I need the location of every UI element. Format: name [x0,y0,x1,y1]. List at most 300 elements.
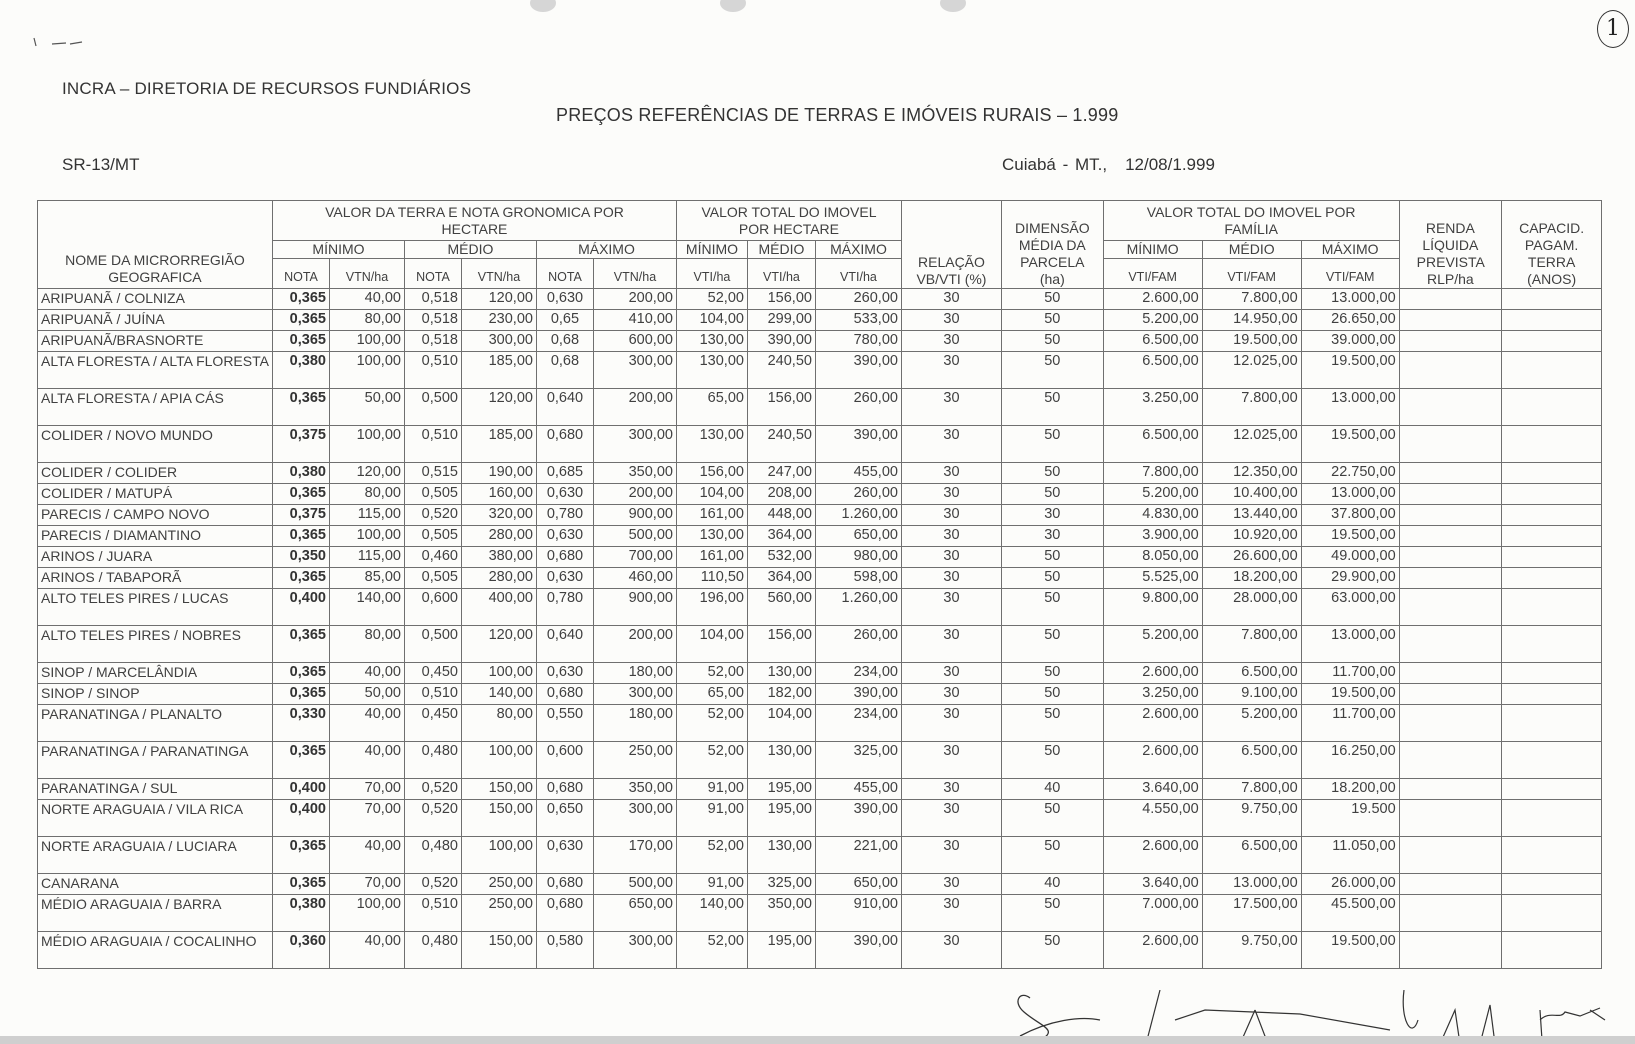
cell-vti-ha-max: 390,00 [815,426,901,463]
cell-name: MÉDIO ARAGUAIA / BARRA [38,895,273,932]
cell-nota-min: 0,365 [272,310,329,331]
cell-vti-fam-min: 6.500,00 [1103,352,1202,389]
cell-nota-min: 0,400 [272,800,329,837]
cell-name: MÉDIO ARAGUAIA / COCALINHO [38,932,273,969]
cell-nota-med: 0,520 [404,800,461,837]
cell-capacidade [1502,331,1602,352]
cell-vti-ha-max: 780,00 [815,331,901,352]
cell-nota-max: 0,580 [536,932,593,969]
cell-vtn-min: 70,00 [329,800,404,837]
cell-vtn-max: 200,00 [593,389,676,426]
col-header-nota: NOTA [272,259,329,289]
cell-vti-fam-min: 2.600,00 [1103,932,1202,969]
cell-vtn-med: 190,00 [461,463,536,484]
cell-capacidade [1502,626,1602,663]
cell-relacao: 30 [901,463,1001,484]
cell-rlp [1399,484,1501,505]
cell-capacidade [1502,547,1602,568]
cell-relacao: 30 [901,705,1001,742]
cell-nota-med: 0,510 [404,352,461,389]
table-row [38,352,1602,389]
cell-relacao: 30 [901,837,1001,874]
cell-vti-fam-med: 7.800,00 [1202,779,1301,800]
cell-nota-max: 0,640 [536,626,593,663]
page-number: 1 [1597,10,1629,48]
cell-vtn-med: 250,00 [461,874,536,895]
cell-name: ALTA FLORESTA / ALTA FLORESTA [38,352,273,389]
cell-rlp [1399,626,1501,663]
cell-nota-max: 0,680 [536,426,593,463]
cell-nota-med: 0,520 [404,779,461,800]
cell-vti-ha-min: 91,00 [676,800,747,837]
cell-rlp [1399,310,1501,331]
scan-edge [0,1036,1635,1044]
col-header-vti-ha: VTI/ha [676,259,747,289]
cell-vtn-med: 185,00 [461,426,536,463]
cell-relacao: 30 [901,331,1001,352]
cell-nota-med: 0,505 [404,526,461,547]
table-row [38,289,1602,310]
cell-vti-ha-med: 156,00 [747,389,815,426]
cell-vti-ha-max: 325,00 [815,742,901,779]
cell-dimensao: 30 [1001,505,1103,526]
cell-vtn-min: 40,00 [329,932,404,969]
cell-relacao: 30 [901,289,1001,310]
cell-dimensao: 30 [1001,526,1103,547]
cell-vti-ha-max: 1.260,00 [815,589,901,626]
cell-nota-med: 0,480 [404,742,461,779]
cell-capacidade [1502,837,1602,874]
cell-name: PARANATINGA / PARANATINGA [38,742,273,779]
cell-dimensao: 50 [1001,568,1103,589]
cell-nota-min: 0,365 [272,526,329,547]
cell-rlp [1399,589,1501,626]
cell-nota-med: 0,450 [404,663,461,684]
cell-nota-med: 0,510 [404,684,461,705]
cell-vtn-min: 120,00 [329,463,404,484]
cell-vti-fam-min: 5.200,00 [1103,484,1202,505]
cell-nota-max: 0,780 [536,589,593,626]
cell-rlp [1399,663,1501,684]
cell-capacidade [1502,426,1602,463]
cell-vti-fam-med: 10.400,00 [1202,484,1301,505]
cell-vti-fam-min: 4.550,00 [1103,800,1202,837]
cell-vtn-max: 900,00 [593,505,676,526]
cell-vtn-max: 300,00 [593,684,676,705]
cell-name: PARANATINGA / SUL [38,779,273,800]
table-row [38,626,1602,663]
cell-vti-fam-max: 49.000,00 [1301,547,1399,568]
cell-nota-med: 0,450 [404,705,461,742]
cell-vti-ha-min: 196,00 [676,589,747,626]
cell-vtn-min: 50,00 [329,684,404,705]
cell-dimensao: 50 [1001,895,1103,932]
cell-vti-fam-min: 6.500,00 [1103,331,1202,352]
cell-capacidade [1502,742,1602,779]
cell-vti-fam-med: 26.600,00 [1202,547,1301,568]
cell-name: PARECIS / DIAMANTINO [38,526,273,547]
cell-vti-fam-max: 19.500,00 [1301,526,1399,547]
cell-relacao: 30 [901,932,1001,969]
cell-vti-fam-min: 2.600,00 [1103,289,1202,310]
cell-vtn-max: 180,00 [593,663,676,684]
cell-vti-ha-med: 156,00 [747,626,815,663]
col-header-vti-ha-max: MÁXIMO [815,241,901,259]
cell-nota-min: 0,375 [272,426,329,463]
cell-nota-med: 0,480 [404,837,461,874]
cell-vti-fam-med: 9.100,00 [1202,684,1301,705]
cell-nota-med: 0,518 [404,289,461,310]
cell-name: COLIDER / COLIDER [38,463,273,484]
cell-nota-max: 0,550 [536,705,593,742]
cell-vti-fam-min: 3.640,00 [1103,779,1202,800]
cell-vtn-min: 80,00 [329,484,404,505]
cell-nota-med: 0,480 [404,932,461,969]
cell-dimensao: 50 [1001,547,1103,568]
table-row [38,684,1602,705]
cell-capacidade [1502,705,1602,742]
cell-vti-ha-max: 260,00 [815,484,901,505]
cell-vti-ha-min: 161,00 [676,547,747,568]
cell-vti-fam-med: 12.350,00 [1202,463,1301,484]
date: 12/08/1.999 [1125,155,1215,174]
cell-vtn-min: 100,00 [329,352,404,389]
table-row [38,589,1602,626]
cell-vti-fam-min: 2.600,00 [1103,663,1202,684]
cell-capacidade [1502,589,1602,626]
cell-relacao: 30 [901,568,1001,589]
cell-relacao: 30 [901,684,1001,705]
cell-vtn-max: 170,00 [593,837,676,874]
cell-relacao: 30 [901,663,1001,684]
document-title: PREÇOS REFERÊNCIAS DE TERRAS E IMÓVEIS RURAIS – 1.999 [556,105,1119,125]
cell-name: PARECIS / CAMPO NOVO [38,505,273,526]
cell-vti-fam-min: 6.500,00 [1103,426,1202,463]
cell-relacao: 30 [901,779,1001,800]
cell-name: ARIPUANÃ / COLNIZA [38,289,273,310]
cell-rlp [1399,526,1501,547]
cell-rlp [1399,932,1501,969]
cell-nota-max: 0,68 [536,331,593,352]
cell-nota-max: 0,630 [536,568,593,589]
cell-vti-ha-min: 65,00 [676,389,747,426]
cell-vti-ha-max: 980,00 [815,547,901,568]
cell-vti-fam-max: 45.500,00 [1301,895,1399,932]
col-header-vtn: VTN/ha [593,259,676,289]
cell-vtn-max: 200,00 [593,289,676,310]
cell-nota-max: 0,685 [536,463,593,484]
cell-relacao: 30 [901,800,1001,837]
cell-vtn-med: 400,00 [461,589,536,626]
cell-relacao: 30 [901,526,1001,547]
cell-vtn-max: 300,00 [593,932,676,969]
col-header-vti-ha-min: MÍNIMO [676,241,747,259]
cell-capacidade [1502,779,1602,800]
cell-rlp [1399,352,1501,389]
cell-dimensao: 40 [1001,779,1103,800]
cell-vti-fam-med: 5.200,00 [1202,705,1301,742]
cell-vti-ha-min: 161,00 [676,505,747,526]
cell-nota-min: 0,380 [272,895,329,932]
cell-rlp [1399,742,1501,779]
cell-vti-ha-min: 130,00 [676,352,747,389]
cell-vtn-max: 600,00 [593,331,676,352]
cell-capacidade [1502,663,1602,684]
col-header-dimension: DIMENSÃO MÉDIA DA PARCELA (ha) [1001,201,1103,289]
cell-vtn-max: 410,00 [593,310,676,331]
cell-vtn-min: 40,00 [329,289,404,310]
cell-capacidade [1502,932,1602,969]
cell-name: COLIDER / MATUPÁ [38,484,273,505]
cell-nota-min: 0,360 [272,932,329,969]
cell-vti-ha-max: 234,00 [815,663,901,684]
cell-rlp [1399,837,1501,874]
cell-capacidade [1502,484,1602,505]
cell-vtn-med: 280,00 [461,568,536,589]
cell-vti-fam-min: 9.800,00 [1103,589,1202,626]
cell-vti-ha-max: 650,00 [815,526,901,547]
cell-vti-fam-med: 14.950,00 [1202,310,1301,331]
cell-nota-min: 0,400 [272,589,329,626]
cell-vti-fam-med: 6.500,00 [1202,837,1301,874]
cell-vtn-min: 70,00 [329,874,404,895]
cell-vtn-med: 250,00 [461,895,536,932]
cell-nota-max: 0,630 [536,526,593,547]
cell-vti-ha-med: 532,00 [747,547,815,568]
cell-vtn-med: 160,00 [461,484,536,505]
place-date [1002,155,1215,175]
cell-rlp [1399,331,1501,352]
cell-vtn-max: 300,00 [593,800,676,837]
cell-vti-ha-med: 364,00 [747,526,815,547]
cell-relacao: 30 [901,389,1001,426]
cell-vtn-min: 100,00 [329,526,404,547]
cell-nota-max: 0,630 [536,663,593,684]
cell-rlp [1399,568,1501,589]
cell-nota-max: 0,650 [536,800,593,837]
cell-vtn-min: 50,00 [329,389,404,426]
col-header-nota: NOTA [536,259,593,289]
cell-capacidade [1502,352,1602,389]
cell-vti-fam-max: 19.500,00 [1301,684,1399,705]
col-header-vti-fam-min: MÍNIMO [1103,241,1202,259]
cell-vti-ha-min: 91,00 [676,874,747,895]
cell-vti-ha-max: 1.260,00 [815,505,901,526]
col-header-vti-ha-med: MÉDIO [747,241,815,259]
cell-dimensao: 50 [1001,426,1103,463]
cell-vti-ha-max: 650,00 [815,874,901,895]
cell-nota-med: 0,500 [404,389,461,426]
cell-vti-ha-med: 390,00 [747,331,815,352]
cell-capacidade [1502,800,1602,837]
cell-name: SINOP / SINOP [38,684,273,705]
cell-vti-fam-max: 13.000,00 [1301,289,1399,310]
cell-vti-fam-max: 29.900,00 [1301,568,1399,589]
cell-vtn-max: 700,00 [593,547,676,568]
cell-vti-ha-min: 52,00 [676,705,747,742]
cell-vtn-min: 70,00 [329,779,404,800]
cell-name: ALTO TELES PIRES / LUCAS [38,589,273,626]
cell-relacao: 30 [901,426,1001,463]
cell-capacidade [1502,289,1602,310]
table-row [38,331,1602,352]
cell-vti-fam-max: 63.000,00 [1301,589,1399,626]
cell-vti-ha-min: 91,00 [676,779,747,800]
cell-vti-fam-min: 2.600,00 [1103,742,1202,779]
col-header-vti-fam: VTI/FAM [1202,259,1301,289]
cell-vti-fam-med: 17.500,00 [1202,895,1301,932]
cell-vti-fam-max: 39.000,00 [1301,331,1399,352]
cell-vti-fam-med: 10.920,00 [1202,526,1301,547]
cell-nota-med: 0,520 [404,874,461,895]
table-row [38,895,1602,932]
cell-vti-fam-max: 11.050,00 [1301,837,1399,874]
cell-vti-fam-min: 3.250,00 [1103,684,1202,705]
scan-artifact-dot [940,0,966,12]
cell-name: ARINOS / JUARA [38,547,273,568]
cell-dimensao: 50 [1001,837,1103,874]
cell-nota-min: 0,365 [272,742,329,779]
cell-vti-fam-min: 5.200,00 [1103,310,1202,331]
cell-nota-max: 0,630 [536,289,593,310]
cell-name: ALTA FLORESTA / APIA CÁS [38,389,273,426]
cell-vti-fam-med: 6.500,00 [1202,663,1301,684]
cell-dimensao: 50 [1001,310,1103,331]
cell-vti-ha-med: 195,00 [747,932,815,969]
cell-nota-min: 0,365 [272,568,329,589]
col-group-total-per-family: VALOR TOTAL DO IMOVEL POR FAMÍLIA [1103,201,1399,241]
cell-dimensao: 50 [1001,626,1103,663]
cell-vti-fam-med: 7.800,00 [1202,389,1301,426]
table-row [38,568,1602,589]
cell-vtn-med: 150,00 [461,800,536,837]
cell-vtn-min: 40,00 [329,705,404,742]
cell-vti-fam-max: 18.200,00 [1301,779,1399,800]
cell-dimensao: 50 [1001,705,1103,742]
cell-nota-min: 0,380 [272,463,329,484]
cell-vti-ha-max: 533,00 [815,310,901,331]
col-header-vtn: VTN/ha [329,259,404,289]
cell-vti-ha-med: 247,00 [747,463,815,484]
cell-vtn-med: 100,00 [461,663,536,684]
cell-relacao: 30 [901,589,1001,626]
cell-relacao: 30 [901,895,1001,932]
cell-nota-med: 0,505 [404,568,461,589]
table-row [38,779,1602,800]
cell-dimensao: 50 [1001,389,1103,426]
col-header-med: MÉDIO [404,241,536,259]
cell-vti-ha-med: 448,00 [747,505,815,526]
cell-vti-fam-med: 13.000,00 [1202,874,1301,895]
cell-nota-max: 0,680 [536,547,593,568]
cell-vtn-max: 650,00 [593,895,676,932]
cell-vtn-med: 120,00 [461,389,536,426]
table-row [38,505,1602,526]
cell-nota-max: 0,680 [536,779,593,800]
cell-vti-ha-max: 390,00 [815,684,901,705]
cell-vti-ha-min: 110,50 [676,568,747,589]
region-code: SR-13/MT [62,155,140,174]
cell-vtn-med: 185,00 [461,352,536,389]
cell-nota-min: 0,365 [272,874,329,895]
cell-vti-fam-med: 9.750,00 [1202,800,1301,837]
cell-dimensao: 50 [1001,684,1103,705]
cell-vtn-max: 350,00 [593,463,676,484]
col-group-total-per-ha: VALOR TOTAL DO IMOVEL POR HECTARE [676,201,901,241]
table-row [38,463,1602,484]
cell-vti-fam-max: 19.500,00 [1301,932,1399,969]
cell-vti-ha-max: 260,00 [815,626,901,663]
cell-vti-ha-min: 104,00 [676,484,747,505]
cell-vti-fam-max: 16.250,00 [1301,742,1399,779]
cell-vtn-max: 180,00 [593,705,676,742]
organization-heading: INCRA – DIRETORIA DE RECURSOS FUNDIÁRIOS [62,79,472,98]
cell-relacao: 30 [901,352,1001,389]
cell-name: NORTE ARAGUAIA / LUCIARA [38,837,273,874]
cell-vti-fam-med: 18.200,00 [1202,568,1301,589]
cell-vtn-max: 460,00 [593,568,676,589]
cell-vti-fam-med: 19.500,00 [1202,331,1301,352]
cell-vtn-min: 115,00 [329,547,404,568]
cell-nota-min: 0,365 [272,626,329,663]
cell-vti-ha-med: 325,00 [747,874,815,895]
scan-artifact-dot [720,0,746,12]
cell-vti-ha-med: 350,00 [747,895,815,932]
cell-vtn-med: 380,00 [461,547,536,568]
cell-capacidade [1502,895,1602,932]
cell-vti-fam-med: 12.025,00 [1202,352,1301,389]
cell-vtn-med: 100,00 [461,742,536,779]
col-header-vti-ha: VTI/ha [747,259,815,289]
cell-dimensao: 50 [1001,663,1103,684]
cell-nota-max: 0,680 [536,874,593,895]
cell-vti-fam-min: 3.250,00 [1103,389,1202,426]
cell-rlp [1399,289,1501,310]
cell-vtn-med: 300,00 [461,331,536,352]
cell-vti-fam-max: 11.700,00 [1301,705,1399,742]
cell-nota-min: 0,350 [272,547,329,568]
col-header-nota: NOTA [404,259,461,289]
cell-vtn-max: 300,00 [593,352,676,389]
cell-vtn-med: 150,00 [461,779,536,800]
cell-vti-fam-med: 7.800,00 [1202,626,1301,663]
price-table [37,200,1602,969]
cell-relacao: 30 [901,547,1001,568]
col-header-vti-fam-med: MÉDIO [1202,241,1301,259]
table-row [38,705,1602,742]
cell-vti-ha-med: 299,00 [747,310,815,331]
cell-vtn-min: 115,00 [329,505,404,526]
cell-vti-fam-med: 13.440,00 [1202,505,1301,526]
cell-capacidade [1502,526,1602,547]
cell-vti-ha-max: 260,00 [815,389,901,426]
cell-vti-ha-min: 52,00 [676,289,747,310]
cell-relacao: 30 [901,484,1001,505]
col-header-vti-fam-max: MÁXIMO [1301,241,1399,259]
cell-capacidade [1502,874,1602,895]
cell-vtn-max: 900,00 [593,589,676,626]
cell-vtn-med: 150,00 [461,932,536,969]
place: Cuiabá - MT., [1002,155,1108,174]
cell-vtn-max: 300,00 [593,426,676,463]
table-row [38,932,1602,969]
cell-nota-med: 0,510 [404,426,461,463]
cell-vti-ha-max: 260,00 [815,289,901,310]
cell-vti-ha-max: 455,00 [815,779,901,800]
table-row [38,800,1602,837]
cell-nota-med: 0,460 [404,547,461,568]
cell-rlp [1399,684,1501,705]
